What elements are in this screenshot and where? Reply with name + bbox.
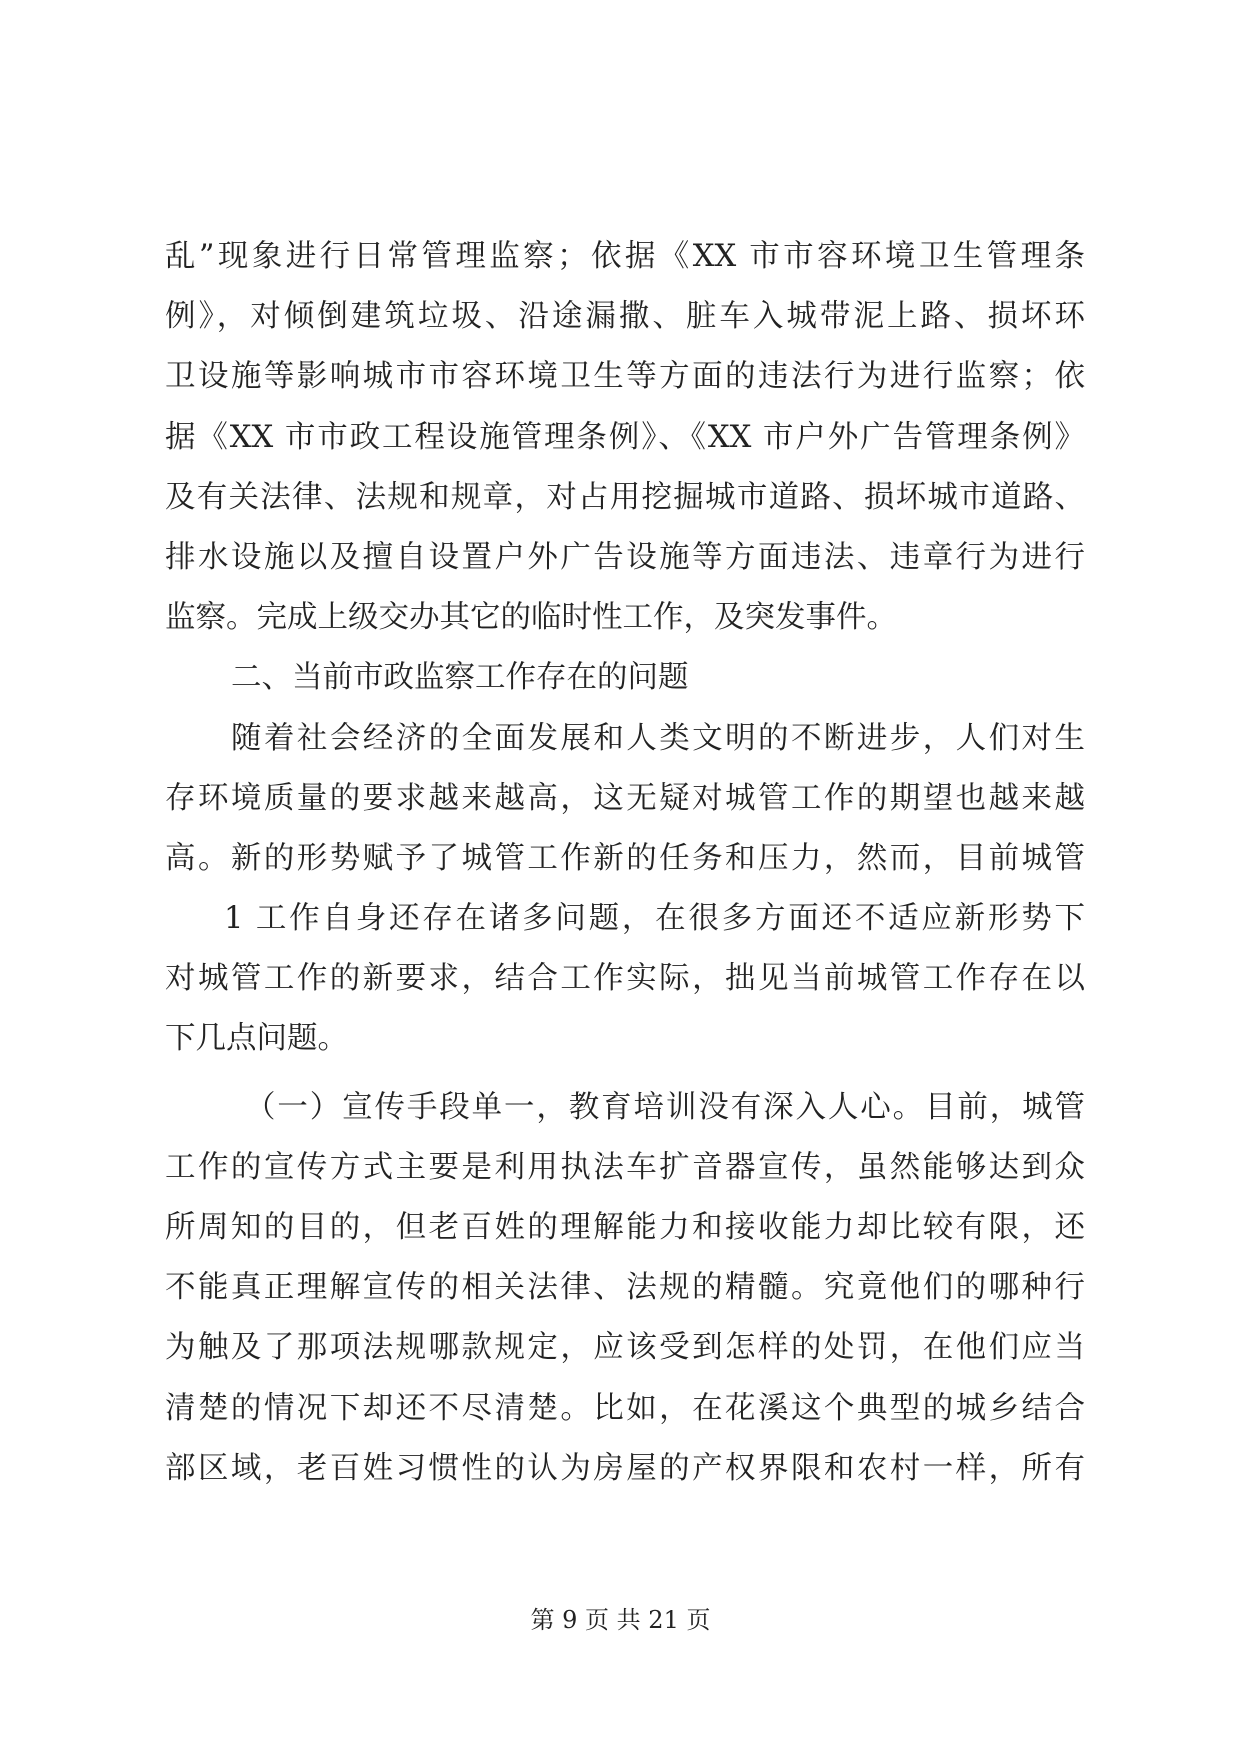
subsection-heading: （一）宣传手段单一，教育培训没有深入人心。目前，城管 [245,1089,1085,1125]
text-line: 为触及了那项法规哪款规定，应该受到怎样的处罚，在他们应当 [165,1330,1085,1366]
text-line: 监察。完成上级交办其它的临时性工作，及突发事件。 [165,600,897,636]
text-line: 不能真正理解宣传的相关法律、法规的精髓。究竟他们的哪种行 [165,1270,1085,1306]
text-line: 清楚的情况下却还不尽清楚。比如，在花溪这个典型的城乡结合 [165,1390,1085,1426]
text-line: 据《XX 市市政工程设施管理条例》、《XX 市户外广告管理条例》 [165,419,1085,455]
text-line: 随着社会经济的全面发展和人类文明的不断进步，人们对生 [231,720,1085,756]
section-heading: 二、当前市政监察工作存在的问题 [231,660,689,696]
text-line: 对城管工作的新要求，结合工作实际，拙见当前城管工作存在以 [165,961,1085,997]
text-line: 存环境质量的要求越来越高，这无疑对城管工作的期望也越来越 [165,780,1085,816]
text-line: 1 工作自身还存在诸多问题，在很多方面还不适应新形势下 [224,901,1085,937]
text-line: 卫设施等影响城市市容环境卫生等方面的违法行为进行监察；依 [165,359,1085,395]
document-body [165,227,1085,1499]
text-line: 工作的宣传方式主要是利用执法车扩音器宣传，虽然能够达到众 [165,1149,1085,1185]
text-line: 部区域，老百姓习惯性的认为房屋的产权界限和农村一样，所有 [165,1450,1085,1486]
text-line: 下几点问题。 [165,1021,348,1057]
text-line: 所周知的目的，但老百姓的理解能力和接收能力却比较有限，还 [165,1210,1085,1245]
text-line: 及有关法律、法规和规章，对占用挖掘城市道路、损坏城市道路、 [165,479,1085,515]
text-line: 排水设施以及擅自设置户外广告设施等方面违法、违章行为进行 [165,539,1085,575]
text-line: 乱”现象进行日常管理监察；依据《XX 市市容环境卫生管理条 [165,239,1085,274]
page-footer: 第 9 页 共 21 页 [530,1606,711,1634]
text-line: 高。新的形势赋予了城管工作新的任务和压力，然而，目前城管 [165,840,1085,876]
text-line: 例》，对倾倒建筑垃圾、沿途漏撒、脏车入城带泥上路、损坏环 [165,299,1085,335]
